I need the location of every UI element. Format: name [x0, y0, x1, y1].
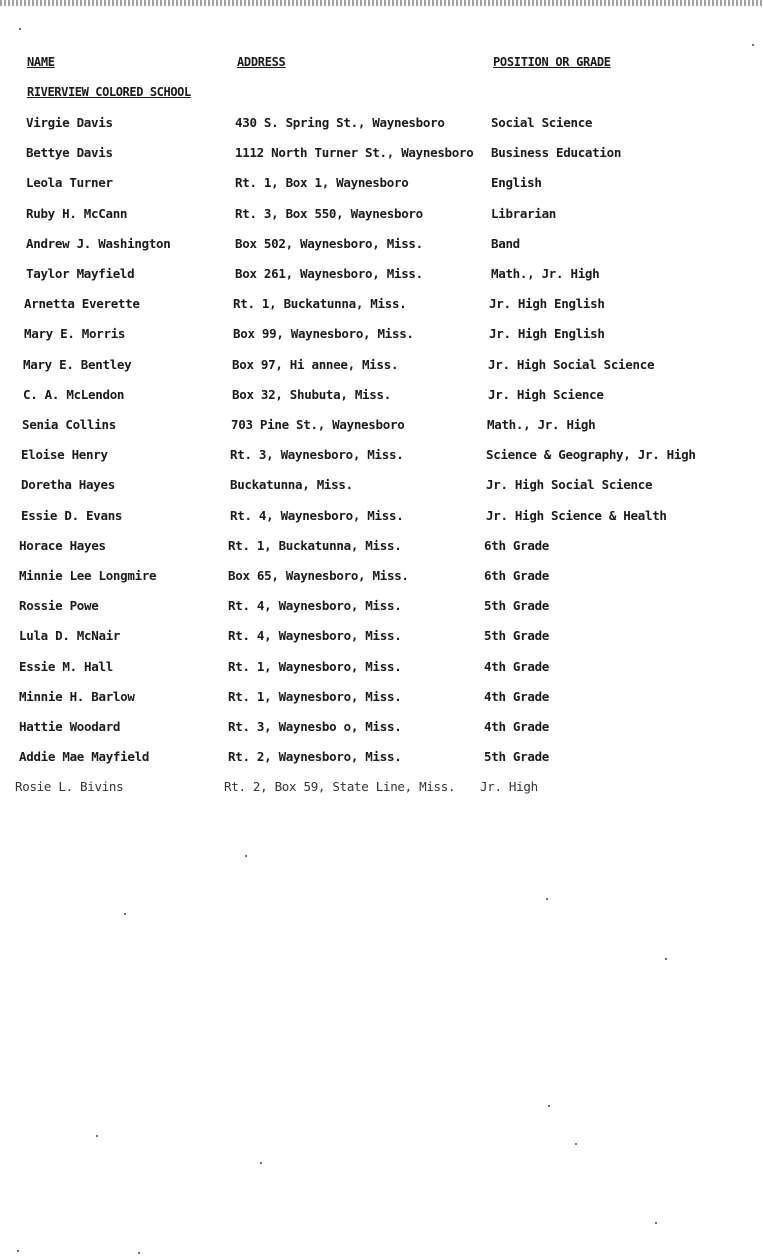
staff-row — [0, 628, 763, 646]
staff-name: Minnie Lee Longmire — [19, 568, 157, 583]
column-header-name: NAME — [27, 55, 55, 69]
staff-name: Mary E. Morris — [24, 326, 126, 341]
staff-row — [0, 749, 763, 767]
staff-position: 5th Grade — [484, 628, 550, 643]
column-header-address: ADDRESS — [237, 55, 286, 69]
staff-name: Eloise Henry — [21, 447, 108, 462]
staff-address: Box 32, Shubuta, Miss. — [232, 387, 391, 402]
scan-speck — [124, 913, 126, 915]
staff-name: Bettye Davis — [26, 145, 113, 160]
page-top-border — [0, 0, 763, 6]
staff-row — [0, 689, 763, 707]
staff-row — [0, 296, 763, 314]
staff-name: C. A. McLendon — [23, 387, 125, 402]
staff-row — [0, 447, 763, 465]
staff-address: Rt. 1, Waynesboro, Miss. — [228, 689, 402, 704]
staff-address: 430 S. Spring St., Waynesboro — [235, 115, 445, 130]
staff-name: Hattie Woodard — [19, 719, 121, 734]
staff-name: Senia Collins — [22, 417, 116, 432]
staff-position: 6th Grade — [484, 538, 550, 553]
staff-position: Jr. High English — [489, 296, 605, 311]
staff-name: Essie M. Hall — [19, 659, 113, 674]
staff-position: Band — [491, 236, 520, 251]
scan-speck — [138, 1252, 140, 1254]
staff-position: English — [491, 175, 542, 190]
staff-row — [0, 508, 763, 526]
staff-address: 1112 North Turner St., Waynesboro — [235, 145, 474, 160]
staff-row — [0, 598, 763, 616]
column-header-position: POSITION OR GRADE — [493, 55, 611, 69]
staff-row — [0, 387, 763, 405]
staff-position: Business Education — [491, 145, 622, 160]
staff-name: Lula D. McNair — [19, 628, 121, 643]
scan-speck — [546, 898, 548, 900]
staff-row — [0, 538, 763, 556]
scan-speck — [752, 44, 754, 46]
scan-speck — [260, 1162, 262, 1164]
staff-name: Essie D. Evans — [21, 508, 123, 523]
staff-row — [0, 145, 763, 163]
staff-position: 4th Grade — [484, 659, 550, 674]
scan-speck — [575, 1143, 577, 1145]
scan-speck — [655, 1222, 657, 1224]
staff-name: Virgie Davis — [26, 115, 113, 130]
staff-address: Rt. 2, Box 59, State Line, Miss. — [224, 779, 456, 794]
staff-name: Ruby H. McCann — [26, 206, 128, 221]
scan-speck — [96, 1135, 98, 1137]
staff-position: Jr. High Social Science — [488, 357, 655, 372]
staff-address: Rt. 3, Waynesboro, Miss. — [230, 447, 404, 462]
staff-name: Taylor Mayfield — [26, 266, 135, 281]
staff-row — [0, 206, 763, 224]
scan-speck — [17, 1250, 19, 1252]
staff-position: Math., Jr. High — [491, 266, 600, 281]
staff-address: Rt. 1, Buckatunna, Miss. — [233, 296, 407, 311]
staff-row — [0, 236, 763, 254]
staff-address: Rt. 4, Waynesboro, Miss. — [228, 628, 402, 643]
staff-address: Box 65, Waynesboro, Miss. — [228, 568, 409, 583]
staff-address: Box 99, Waynesboro, Miss. — [233, 326, 414, 341]
staff-address: Box 97, Hi annee, Miss. — [232, 357, 399, 372]
staff-address: Rt. 4, Waynesboro, Miss. — [230, 508, 404, 523]
staff-name: Andrew J. Washington — [26, 236, 171, 251]
staff-address: Rt. 3, Box 550, Waynesboro — [235, 206, 423, 221]
staff-position: 5th Grade — [484, 749, 550, 764]
staff-row — [0, 779, 763, 797]
staff-name: Minnie H. Barlow — [19, 689, 135, 704]
staff-address: Rt. 4, Waynesboro, Miss. — [228, 598, 402, 613]
staff-address: 703 Pine St., Waynesboro — [231, 417, 405, 432]
staff-row — [0, 659, 763, 677]
staff-name: Horace Hayes — [19, 538, 106, 553]
staff-position: Science & Geography, Jr. High — [486, 447, 696, 462]
scan-speck — [245, 855, 247, 857]
scan-speck — [19, 28, 21, 30]
staff-address: Rt. 2, Waynesboro, Miss. — [228, 749, 402, 764]
staff-address: Box 502, Waynesboro, Miss. — [235, 236, 423, 251]
staff-position: 4th Grade — [484, 689, 550, 704]
staff-position: Jr. High — [480, 779, 538, 794]
staff-row — [0, 266, 763, 284]
staff-position: Jr. High Science & Health — [486, 508, 667, 523]
staff-name: Doretha Hayes — [21, 477, 115, 492]
staff-position: Math., Jr. High — [487, 417, 596, 432]
staff-position: 6th Grade — [484, 568, 550, 583]
staff-name: Mary E. Bentley — [23, 357, 132, 372]
staff-position: 5th Grade — [484, 598, 550, 613]
staff-row — [0, 417, 763, 435]
staff-position: Librarian — [491, 206, 557, 221]
staff-row — [0, 568, 763, 586]
staff-address: Buckatunna, Miss. — [230, 477, 353, 492]
staff-name: Leola Turner — [26, 175, 113, 190]
staff-address: Rt. 3, Waynesbo o, Miss. — [228, 719, 402, 734]
staff-position: Jr. High English — [489, 326, 605, 341]
staff-position: Jr. High Social Science — [486, 477, 653, 492]
staff-name: Arnetta Everette — [24, 296, 140, 311]
staff-address: Rt. 1, Box 1, Waynesboro — [235, 175, 409, 190]
staff-row — [0, 175, 763, 193]
staff-row — [0, 719, 763, 737]
staff-row — [0, 477, 763, 495]
scan-speck — [665, 958, 667, 960]
staff-row — [0, 115, 763, 133]
staff-position: Social Science — [491, 115, 593, 130]
staff-row — [0, 326, 763, 344]
scan-speck — [548, 1105, 550, 1107]
staff-address: Box 261, Waynesboro, Miss. — [235, 266, 423, 281]
school-heading: RIVERVIEW COLORED SCHOOL — [27, 85, 191, 99]
staff-position: Jr. High Science — [488, 387, 604, 402]
staff-position: 4th Grade — [484, 719, 550, 734]
staff-address: Rt. 1, Waynesboro, Miss. — [228, 659, 402, 674]
staff-address: Rt. 1, Buckatunna, Miss. — [228, 538, 402, 553]
staff-name: Rossie Powe — [19, 598, 99, 613]
staff-name: Addie Mae Mayfield — [19, 749, 150, 764]
staff-name: Rosie L. Bivins — [15, 779, 124, 794]
staff-row — [0, 357, 763, 375]
